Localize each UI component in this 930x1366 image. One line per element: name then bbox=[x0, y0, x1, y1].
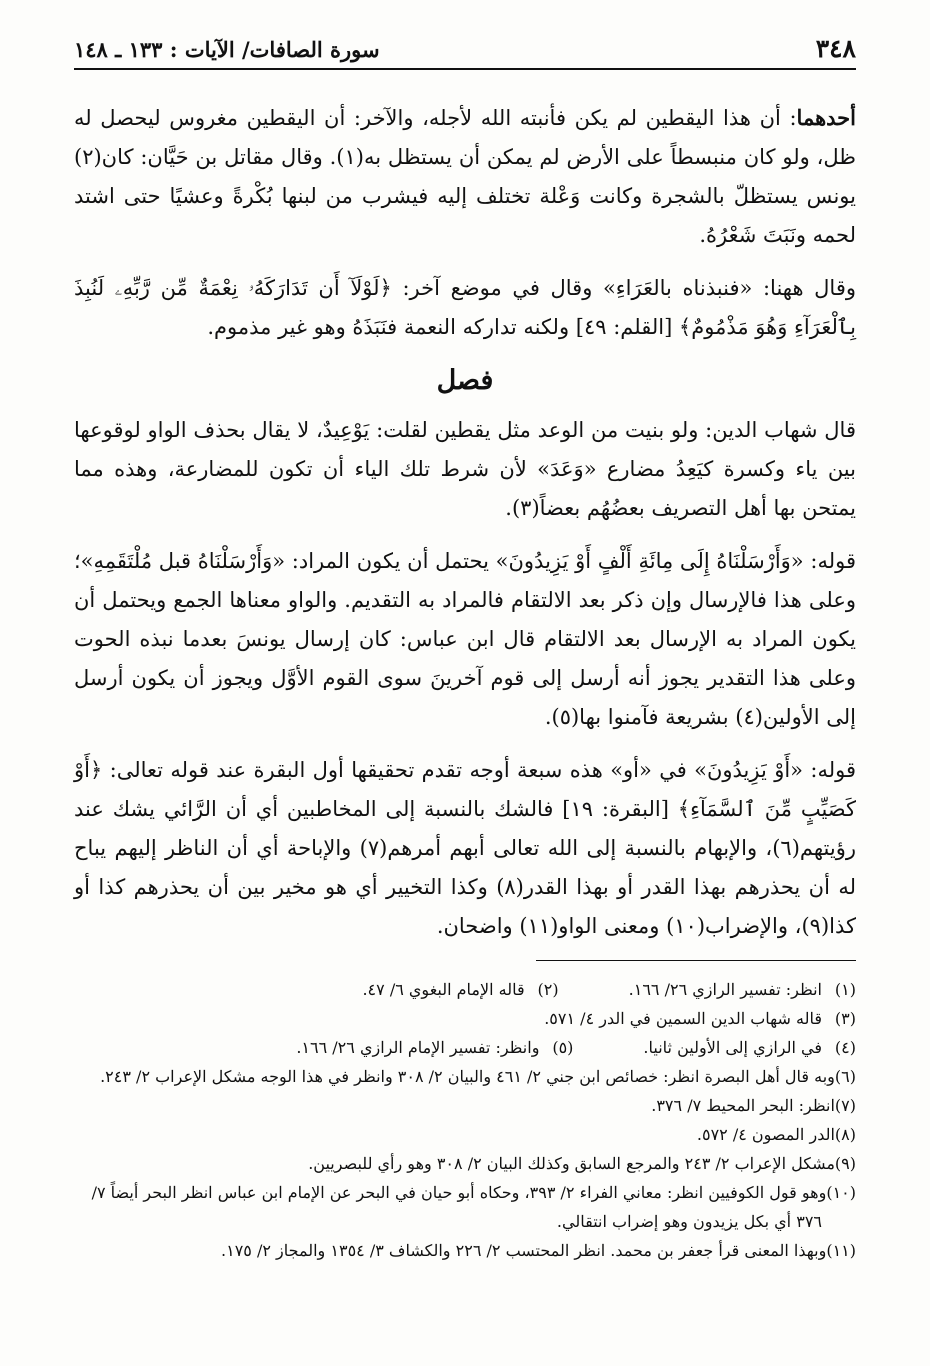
paragraph-4: قوله: «وَأَرْسَلْنَاهُ إِلَى مِائَةِ أَلْفٍ أَوْ يَزِيدُونَ» يحتمل أن يكون المراد: «وَأَرْسَلْنَاهُ قبل مُلْتَقَمِهِ»؛ وعلى هذا فالإرسال وإن ذكر بعد الالتقام فالمراد به التقديم. والواو معناها الجمع ويحتمل أن يكون المراد به الإرسال بعد الالتقام قال ابن عباس: كان إرسال يونسَ بعدما نبذه الحوت وعلى هذا التقدير يجوز أنه أرسل إلى قوم آخرينَ سوى القوم الأوَّل ويجوز أن يكون أرسل إلى الأولين(٤) بشريعة فآمنوا بها(٥). bbox=[74, 549, 856, 729]
footnote-separator bbox=[536, 960, 856, 961]
footnotes bbox=[74, 975, 856, 1265]
footnote-number: (٢) bbox=[537, 980, 559, 999]
section-heading: فصل bbox=[436, 365, 494, 396]
footnote-row bbox=[74, 1033, 856, 1062]
main-text bbox=[74, 98, 856, 946]
footnote-1 bbox=[629, 975, 856, 1004]
running-header bbox=[74, 36, 856, 70]
footnote-8 bbox=[74, 1120, 856, 1149]
surah-title: سورة الصافات/ الآيات : ١٣٣ ـ ١٤٨ bbox=[74, 37, 380, 62]
paragraph-lead-term: أحدهما bbox=[796, 105, 856, 130]
footnote-number: (٥) bbox=[552, 1038, 574, 1057]
footnote-text: انظر: تفسير الرازي ٢٦/ ١٦٦. bbox=[628, 980, 822, 999]
footnote-7 bbox=[74, 1091, 856, 1120]
footnote-text: الدر المصون ٤/ ٥٧٢. bbox=[696, 1125, 835, 1144]
footnote-text: قاله الإمام البغوي ٦/ ٤٧. bbox=[362, 980, 525, 999]
page-number: ٣٤٨ bbox=[815, 34, 856, 63]
footnote-9 bbox=[74, 1149, 856, 1178]
footnote-number: (٧) bbox=[834, 1096, 856, 1115]
paragraph-5: قوله: «أَوْ يَزِيدُونَ» في «أو» هذه سبعة أوجه تقدم تحقيقها أول البقرة عند قوله تعالى: ﴿أَوْ كَصَيِّبٍ مِّنَ ٱلسَّمَآءِ﴾ [البقرة: ١٩] فالشك بالنسبة إلى المخاطبين أي أن الرَّائي يشك عند رؤيتهم(٦)، والإبهام بالنسبة إلى الله تعالى أبهم أمرهم(٧) والإباحة أي أن الناظر إليهم يباح له أن يحذرهم بهذا القدر أو بهذا القدر(٨) وكذا التخيير أي هو مخير بين أن يحذرهم كذا أو كذا(٩)، والإضراب(١٠) ومعنى الواو(١١) واضحان. bbox=[74, 758, 856, 938]
footnote-text: في الرازي إلى الأولين ثانيا. bbox=[643, 1038, 822, 1057]
footnote-row bbox=[74, 975, 856, 1004]
footnote-number: (٦) bbox=[834, 1067, 856, 1086]
footnote-text: وهو قول الكوفيين انظر: معاني الفراء ٢/ ٣٩٣، وحكاه أبو حيان في البحر عن الإمام ابن عباس انظر البحر أيضاً ٧/ ٣٧٦ أي بكل يزيدون وهو إضراب انتقالي. bbox=[91, 1183, 827, 1231]
footnote-text: مشكل الإعراب ٢/ ٢٤٣ والمرجع السابق وكذلك البيان ٢/ ٣٠٨ وهو رأي للبصريين. bbox=[308, 1154, 835, 1173]
paragraph-3: قال شهاب الدين: ولو بنيت من الوعد مثل يقطين لقلت: يَوْعِيدٌ، لا يقال بحذف الواو لوقوعها بين ياء وكسرة كيَعِدُ مضارع «وَعَدَ» لأن شرط تلك الياء أن تكون للمضارعة، وهذه مما يمتحن بها أهل التصريف بعضُهُم بعضاً(٣). bbox=[74, 418, 856, 520]
footnote-text: قاله شهاب الدين السمين في الدر ٤/ ٥٧١. bbox=[544, 1009, 822, 1028]
footnote-row bbox=[74, 1004, 856, 1033]
footnote-text: وانظر: تفسير الإمام الرازي ٢٦/ ١٦٦. bbox=[296, 1038, 540, 1057]
footnote-text: وبهذا المعنى قرأ جعفر بن محمد. انظر المحتسب ٢/ ٢٢٦ والكشاف ٣/ ١٣٥٤ والمجاز ٢/ ١٧٥. bbox=[221, 1241, 827, 1260]
footnote-number: (١٠) bbox=[826, 1183, 856, 1202]
paragraph-1 bbox=[74, 98, 856, 255]
footnote-number: (٨) bbox=[834, 1125, 856, 1144]
footnote-number: (٣) bbox=[834, 1009, 856, 1028]
footnote-number: (٩) bbox=[834, 1154, 856, 1173]
footnote-4 bbox=[643, 1033, 856, 1062]
footnote-3 bbox=[544, 1004, 856, 1033]
footnote-text: وبه قال أهل البصرة انظر: خصائص ابن جني ٢/ ٤٦١ والبيان ٢/ ٣٠٨ وانظر في هذا الوجه مشكل الإعراب ٢/ ٢٤٣. bbox=[100, 1067, 835, 1086]
footnote-5 bbox=[296, 1033, 573, 1062]
footnote-number: (١) bbox=[834, 980, 856, 999]
footnote-2 bbox=[362, 975, 558, 1004]
paragraph-1-text: : أن هذا اليقطين لم يكن فأنبته الله لأجله، والآخر: أن اليقطين مغروس ليحصل له ظل، ولو كان منبسطاً على الأرض لم يمكن أن يستظل به(١). وقال مقاتل بن حَيَّان: كان(٢) يونس يستظلّ بالشجرة وكانت وَعْلة تختلف إليه فيشرب من لبنها بُكْرةً وعشيًا حتى اشتد لحمه ونَبَتَ شَعْرُهُ. bbox=[74, 106, 856, 247]
footnote-number: (١١) bbox=[826, 1241, 856, 1260]
footnote-number: (٤) bbox=[834, 1038, 856, 1057]
footnote-text: انظر: البحر المحيط ٧/ ٣٧٦. bbox=[651, 1096, 835, 1115]
footnote-10 bbox=[74, 1178, 856, 1236]
paragraph-2: وقال ههنا: «فنبذناه بالعَرَاءِ» وقال في موضع آخر: ﴿لَوْلَآ أَن تَدَارَكَهُۥ نِعْمَةٌ مِّن رَّبِّهِۦ لَنُبِذَ بِٱلْعَرَآءِ وَهُوَ مَذْمُومٌ﴾ [القلم: ٤٩] ولكنه تداركه النعمة فنَبَذَهُ وهو غير مذموم. bbox=[74, 276, 856, 339]
footnote-11 bbox=[74, 1236, 856, 1265]
footnote-6 bbox=[74, 1062, 856, 1091]
